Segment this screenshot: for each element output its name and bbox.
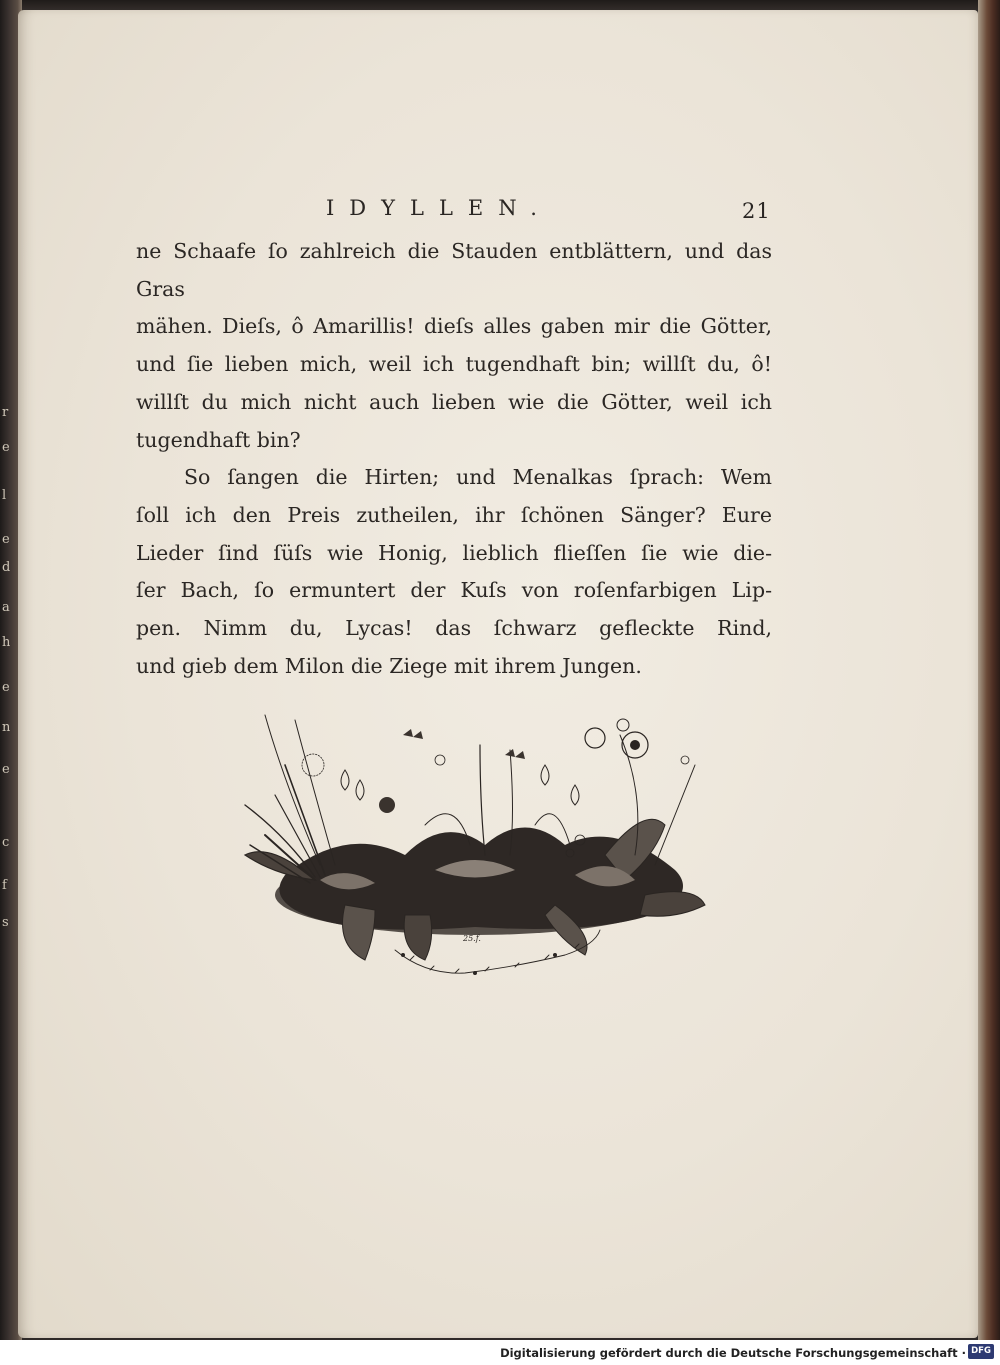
text-line: tugendhaft bin? bbox=[136, 427, 301, 452]
text-line: ſer Bach, ſo ermuntert der Kuſs von roſenfarbigen Lip- bbox=[136, 578, 772, 603]
running-head: IDYLLEN. bbox=[326, 196, 552, 220]
fragment-letter: f bbox=[2, 878, 7, 893]
vignette-signature: 25.f. bbox=[463, 934, 481, 943]
fragment-letter: a bbox=[2, 600, 10, 615]
fragment-letter: l bbox=[2, 488, 7, 503]
fragment-letter: c bbox=[2, 835, 10, 850]
fragment-letter: e bbox=[2, 532, 10, 547]
fragment-letter: n bbox=[2, 720, 11, 735]
fragment-letter: e bbox=[2, 440, 10, 455]
text-line: und gieb dem Milon die Ziege mit ihrem Jungen. bbox=[136, 653, 642, 678]
floral-vignette bbox=[225, 705, 725, 995]
body-text bbox=[136, 233, 772, 685]
left-page-fragment bbox=[0, 40, 16, 1040]
text-line: und ſie lieben mich, weil ich tugendhaft bin; willſt du, ô! bbox=[136, 352, 772, 377]
text-line: So ſangen die Hirten; und Menalkas ſprach: Wem bbox=[184, 465, 772, 490]
text-line: pen. Nimm du, Lycas! das ſchwarz gefleckte Rind, bbox=[136, 616, 772, 641]
fragment-letter: s bbox=[2, 915, 9, 930]
fragment-letter: e bbox=[2, 680, 10, 695]
text-line: willſt du mich nicht auch lieben wie die Götter, weil ich bbox=[136, 389, 772, 414]
text-line: Lieder ſind ſüſs wie Honig, lieblich flieſſen ſie wie die- bbox=[136, 540, 772, 565]
fragment-letter: h bbox=[2, 635, 11, 650]
page-number: 21 bbox=[742, 199, 771, 223]
footer-credit: Digitalisierung gefördert durch die Deutsche Forschungsgemeinschaft · bbox=[500, 1346, 966, 1360]
fragment-letter: e bbox=[2, 762, 10, 777]
fragment-letter: r bbox=[2, 405, 9, 420]
text-line: mähen. Dieſs, ô Amarillis! dieſs alles gaben mir die Götter, bbox=[136, 314, 772, 339]
fragment-letter: d bbox=[2, 560, 11, 575]
book-right-edge bbox=[978, 0, 1000, 1340]
dfg-logo: DFG bbox=[968, 1344, 994, 1359]
text-line: ſoll ich den Preis zutheilen, ihr ſchönen Sänger? Eure bbox=[136, 502, 772, 527]
text-line: ne Schaafe ſo zahlreich die Stauden entblättern, und das Gras bbox=[136, 239, 772, 301]
